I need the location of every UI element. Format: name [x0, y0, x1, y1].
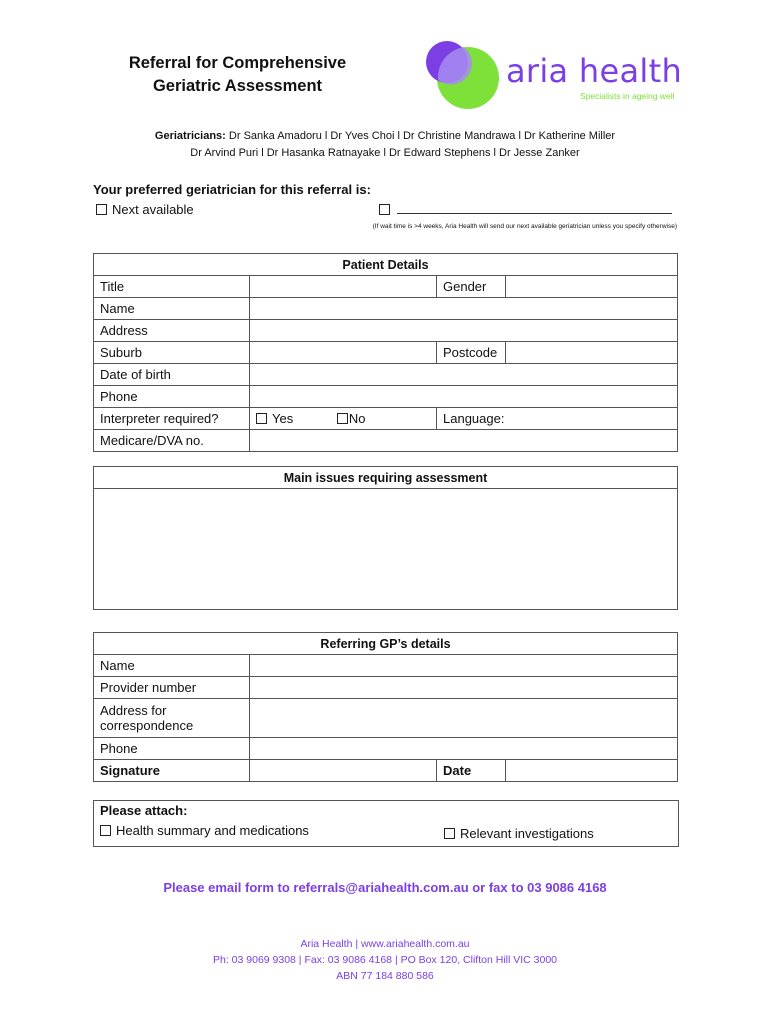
next-available-option[interactable] [96, 202, 194, 217]
main-issues-field[interactable] [94, 489, 678, 610]
phone-label: Phone [94, 386, 250, 408]
gp-details-header: Referring GP’s details [94, 633, 678, 655]
date-label: Date [437, 760, 506, 782]
health-summary-option[interactable] [100, 823, 309, 838]
patient-details-header: Patient Details [94, 254, 678, 276]
submission-instructions: Please email form to referrals@ariahealth.com.au or fax to 03 9086 4168 [163, 880, 607, 895]
investigations-option[interactable] [444, 826, 594, 841]
suburb-label: Suburb [94, 342, 250, 364]
provider-number-field[interactable] [250, 677, 678, 699]
interpreter-no-label: No [348, 411, 366, 426]
phone-field[interactable] [250, 386, 678, 408]
correspondence-address-line-2: correspondence [100, 718, 194, 733]
interpreter-no-checkbox[interactable] [337, 413, 348, 424]
footer-line-2: Ph: 03 9069 9308 | Fax: 03 9086 4168 | PO Box 120, Clifton Hill VIC 3000 [212, 954, 557, 966]
title-line-1: Referral for Comprehensive [128, 54, 347, 72]
footer [0, 936, 770, 984]
page-title [95, 52, 380, 98]
interpreter-label: Interpreter required? [94, 408, 250, 430]
suburb-field[interactable] [250, 342, 437, 364]
investigations-label: Relevant investigations [460, 826, 594, 841]
dob-field[interactable] [250, 364, 678, 386]
gender-field[interactable] [506, 276, 678, 298]
health-summary-checkbox[interactable] [100, 825, 111, 836]
interpreter-yes-label: Yes [272, 411, 294, 426]
correspondence-address-label [94, 699, 250, 738]
address-label: Address [94, 320, 250, 342]
interpreter-yes-option[interactable] [256, 411, 293, 426]
geriatricians-line-1 [80, 128, 690, 145]
medicare-field[interactable] [250, 430, 678, 452]
provider-number-label: Provider number [94, 677, 250, 699]
investigations-checkbox[interactable] [444, 828, 455, 839]
signature-label: Signature [94, 760, 250, 782]
name-field[interactable] [250, 298, 678, 320]
footer-line-3: ABN 77 184 880 586 [336, 970, 434, 982]
brand-name: aria health [506, 52, 683, 90]
main-issues-header: Main issues requiring assessment [94, 467, 678, 489]
specific-geriatrician-option[interactable] [379, 202, 672, 217]
geriatrician-name-line[interactable] [397, 203, 672, 214]
interpreter-options [250, 408, 437, 430]
gender-label: Gender [437, 276, 506, 298]
aria-health-logo-icon [424, 40, 504, 115]
geriatricians-names-2: Dr Arvind Puri l Dr Hasanka Ratnayake l Dr Edward Stephens l Dr Jesse Zanker [190, 147, 580, 159]
signature-field[interactable] [250, 760, 437, 782]
brand-tagline: Specialists in ageing well [580, 91, 675, 101]
next-available-label: Next available [112, 202, 194, 217]
gp-details-table [93, 632, 678, 782]
medicare-label: Medicare/DVA no. [94, 430, 250, 452]
attachments-label: Please attach: [100, 803, 188, 818]
wait-time-note: (If wait time is >4 weeks, Aria Health will send our next available geriatrician unless you specify otherwise) [372, 223, 677, 230]
next-available-checkbox[interactable] [96, 204, 107, 215]
title-label: Title [94, 276, 250, 298]
footer-line-1: Aria Health | www.ariahealth.com.au [300, 938, 470, 950]
patient-details-table [93, 253, 678, 452]
correspondence-address-line-1: Address for [100, 703, 167, 718]
gp-phone-label: Phone [94, 738, 250, 760]
dob-label: Date of birth [94, 364, 250, 386]
specific-geriatrician-checkbox[interactable] [379, 204, 390, 215]
language-label: Language: [443, 411, 505, 426]
geriatricians-names-1: Dr Sanka Amadoru l Dr Yves Choi l Dr Christine Mandrawa l Dr Katherine Miller [225, 130, 616, 142]
title-line-2: Geriatric Assessment [152, 77, 323, 95]
title-field[interactable] [250, 276, 437, 298]
gp-phone-field[interactable] [250, 738, 678, 760]
gp-name-field[interactable] [250, 655, 678, 677]
interpreter-no-option[interactable] [337, 411, 366, 426]
geriatricians-label: Geriatricians: [154, 130, 226, 142]
date-field[interactable] [506, 760, 678, 782]
postcode-field[interactable] [506, 342, 678, 364]
attachments-box [93, 800, 679, 847]
language-cell[interactable] [437, 408, 678, 430]
name-label: Name [94, 298, 250, 320]
interpreter-yes-checkbox[interactable] [256, 413, 267, 424]
postcode-label: Postcode [437, 342, 506, 364]
health-summary-label: Health summary and medications [116, 823, 309, 838]
correspondence-address-field[interactable] [250, 699, 678, 738]
gp-name-label: Name [94, 655, 250, 677]
main-issues-table [93, 466, 678, 610]
preference-question: Your preferred geriatrician for this referral is: [93, 182, 371, 197]
address-field[interactable] [250, 320, 678, 342]
